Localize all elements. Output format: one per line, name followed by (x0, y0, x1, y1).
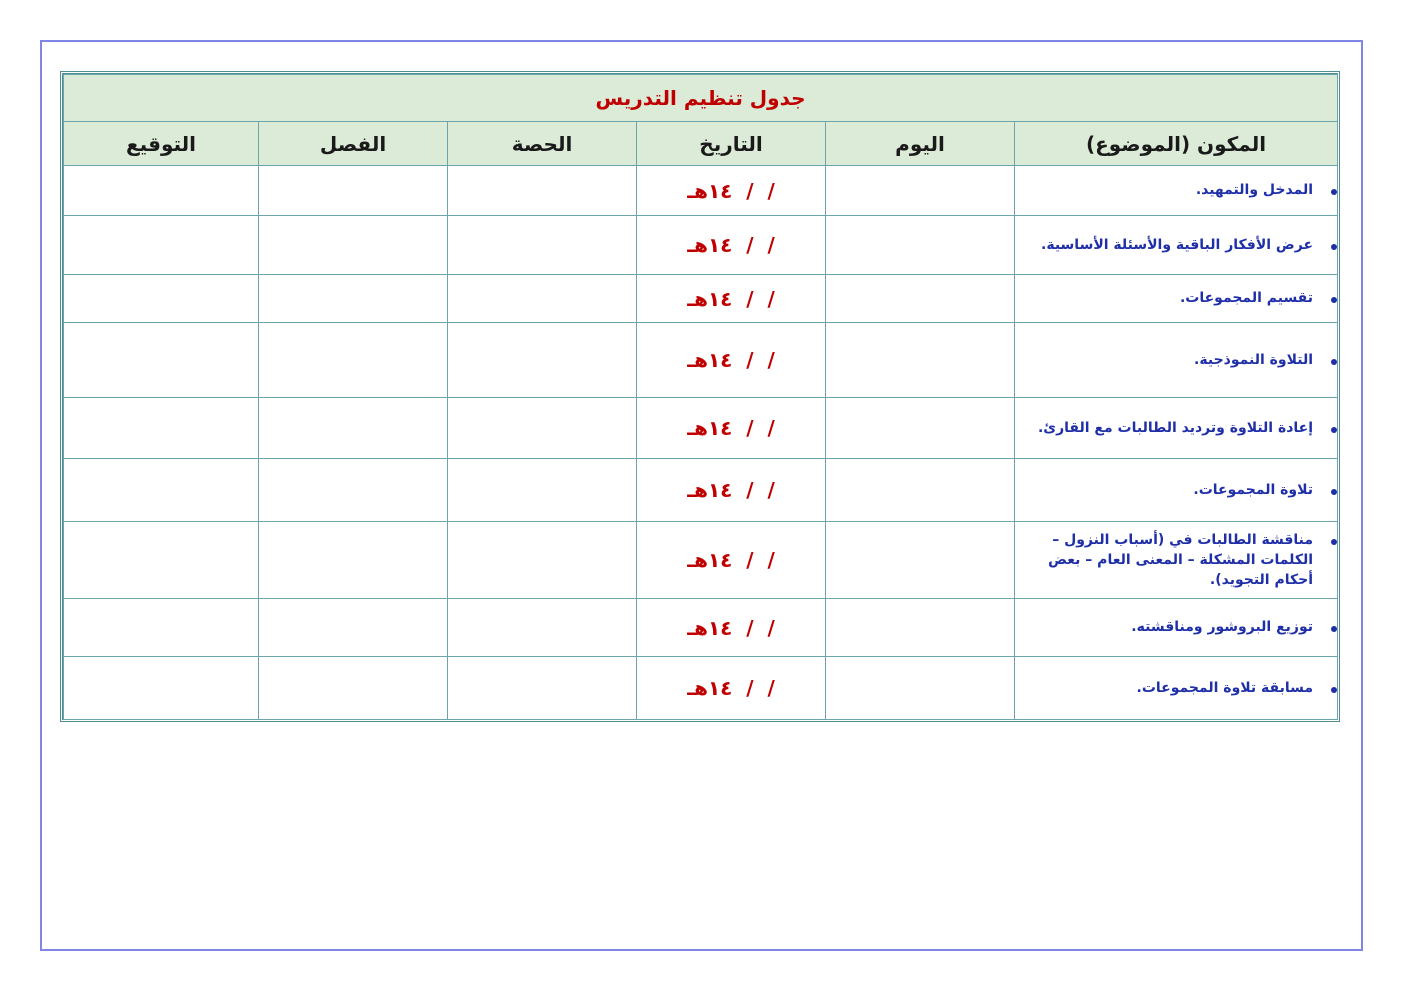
topic-cell (1015, 398, 1338, 459)
teaching-schedule-table (63, 74, 1338, 720)
date-cell: / / ١٤هـ (637, 459, 826, 522)
signature-cell[interactable] (64, 657, 259, 720)
signature-cell[interactable] (64, 522, 259, 599)
table-row (64, 398, 1338, 459)
topic-cell (1015, 216, 1338, 275)
topic-cell (1015, 166, 1338, 216)
topic-cell (1015, 459, 1338, 522)
bullet-icon (1331, 626, 1337, 632)
bullet-icon (1331, 189, 1337, 195)
topic-text: التلاوة النموذجية. (1194, 351, 1314, 368)
table-row (64, 657, 1338, 720)
class-cell[interactable] (259, 657, 448, 720)
period-cell[interactable] (448, 459, 637, 522)
day-cell[interactable] (826, 522, 1015, 599)
period-cell[interactable] (448, 599, 637, 657)
period-cell[interactable] (448, 657, 637, 720)
date-cell: / / ١٤هـ (637, 216, 826, 275)
class-cell[interactable] (259, 398, 448, 459)
day-cell[interactable] (826, 166, 1015, 216)
header-row (64, 122, 1338, 166)
day-cell[interactable] (826, 599, 1015, 657)
period-cell[interactable] (448, 522, 637, 599)
day-cell[interactable] (826, 657, 1015, 720)
period-cell[interactable] (448, 275, 637, 323)
signature-cell[interactable] (64, 323, 259, 398)
topic-cell (1015, 599, 1338, 657)
bullet-icon (1331, 244, 1337, 250)
header-day: اليوم (826, 122, 1015, 166)
bullet-icon (1331, 539, 1337, 545)
class-cell[interactable] (259, 323, 448, 398)
topic-text: توزيع البروشور ومناقشته. (1131, 619, 1314, 636)
table-row (64, 166, 1338, 216)
signature-cell[interactable] (64, 275, 259, 323)
bullet-icon (1331, 359, 1337, 365)
period-cell[interactable] (448, 398, 637, 459)
class-cell[interactable] (259, 522, 448, 599)
topic-text: المدخل والتمهيد. (1195, 182, 1314, 199)
topic-cell (1015, 657, 1338, 720)
table-row (64, 522, 1338, 599)
topic-text: عرض الأفكار الباقية والأسئلة الأساسية. (1041, 236, 1314, 253)
bullet-icon (1331, 687, 1337, 693)
table-row (64, 275, 1338, 323)
class-cell[interactable] (259, 275, 448, 323)
signature-cell[interactable] (64, 599, 259, 657)
day-cell[interactable] (826, 216, 1015, 275)
day-cell[interactable] (826, 323, 1015, 398)
signature-cell[interactable] (64, 459, 259, 522)
bullet-icon (1331, 489, 1337, 495)
day-cell[interactable] (826, 275, 1015, 323)
header-signature: التوقيع (64, 122, 259, 166)
header-topic: المكون (الموضوع) (1015, 122, 1338, 166)
period-cell[interactable] (448, 166, 637, 216)
topic-cell (1015, 275, 1338, 323)
topic-text: مسابقة تلاوة المجموعات. (1136, 679, 1314, 696)
topic-cell (1015, 323, 1338, 398)
bullet-icon (1331, 427, 1337, 433)
signature-cell[interactable] (64, 166, 259, 216)
table-row (64, 216, 1338, 275)
signature-cell[interactable] (64, 398, 259, 459)
table-row (64, 599, 1338, 657)
date-cell: / / ١٤هـ (637, 323, 826, 398)
class-cell[interactable] (259, 216, 448, 275)
class-cell[interactable] (259, 599, 448, 657)
table-row (64, 459, 1338, 522)
date-cell: / / ١٤هـ (637, 398, 826, 459)
topic-text: إعادة التلاوة وترديد الطالبات مع القارئ. (1037, 419, 1314, 436)
date-cell: / / ١٤هـ (637, 657, 826, 720)
class-cell[interactable] (259, 459, 448, 522)
topic-text: مناقشة الطالبات في (أسباب النزول – الكلمات المشكلة – المعنى العام – بعض أحكام التجويد). (1048, 531, 1314, 589)
date-cell: / / ١٤هـ (637, 599, 826, 657)
bullet-icon (1331, 297, 1337, 303)
signature-cell[interactable] (64, 216, 259, 275)
table-title: جدول تنظيم التدريس (64, 75, 1338, 122)
date-cell: / / ١٤هـ (637, 275, 826, 323)
class-cell[interactable] (259, 166, 448, 216)
header-date: التاريخ (637, 122, 826, 166)
header-class: الفصل (259, 122, 448, 166)
period-cell[interactable] (448, 323, 637, 398)
topic-text: تقسيم المجموعات. (1179, 290, 1314, 307)
topic-text: تلاوة المجموعات. (1193, 481, 1314, 498)
day-cell[interactable] (826, 459, 1015, 522)
table-row (64, 323, 1338, 398)
day-cell[interactable] (826, 398, 1015, 459)
period-cell[interactable] (448, 216, 637, 275)
header-period: الحصة (448, 122, 637, 166)
date-cell: / / ١٤هـ (637, 522, 826, 599)
topic-cell (1015, 522, 1338, 599)
date-cell: / / ١٤هـ (637, 166, 826, 216)
schedule-table-frame (60, 71, 1340, 722)
